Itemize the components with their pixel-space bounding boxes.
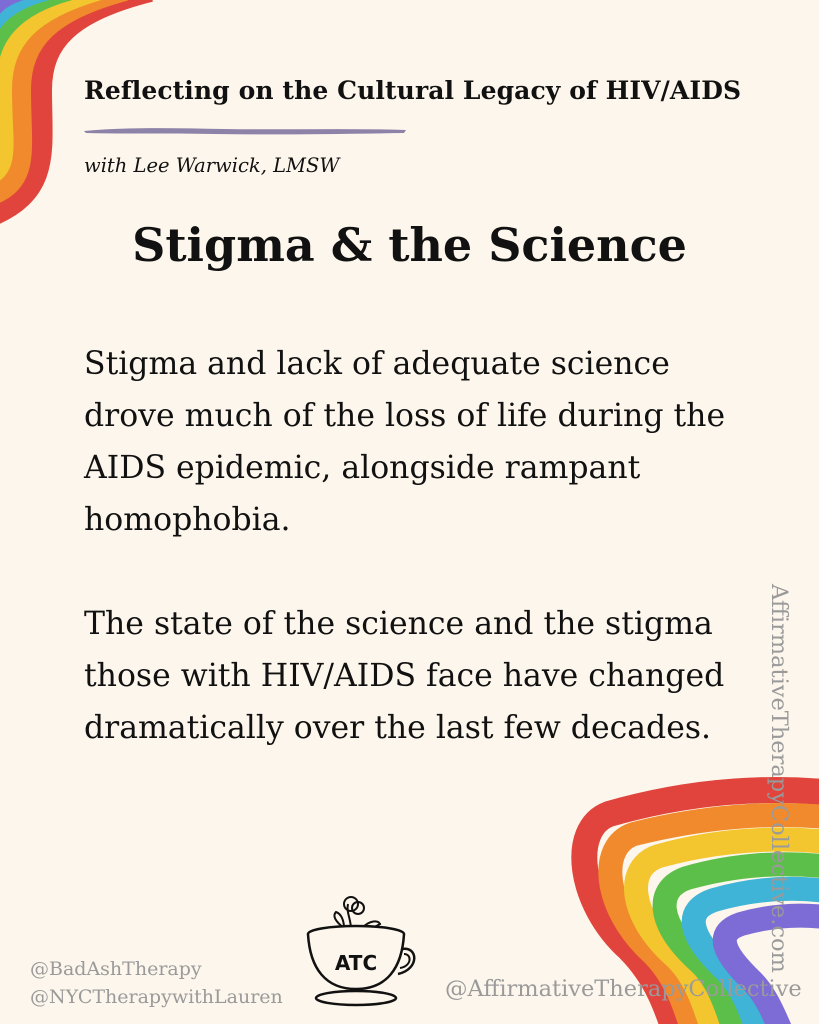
atc-teacup-logo-icon	[296, 894, 422, 1014]
headline: Stigma & the Science	[132, 218, 687, 272]
presenter-credit: with Lee Warwick, LMSW	[84, 154, 340, 177]
handle-badashtherapy: @BadAshTherapy	[30, 958, 202, 980]
handle-affirmativetherapycollective: @AffirmativeTherapyCollective	[445, 976, 802, 1002]
body-paragraph-1: Stigma and lack of adequate science drove much of the loss of life during the AIDS epidemic, alongside rampant homophobia.	[84, 346, 726, 538]
series-title: Reflecting on the Cultural Legacy of HIV/AIDS	[84, 76, 742, 105]
rainbow-stroke-top-left	[0, 0, 160, 240]
body-paragraph-2: The state of the science and the stigma those with HIV/AIDS face have changed dramatically over the last few decades.	[84, 606, 725, 746]
brush-stroke-divider	[84, 124, 406, 138]
svg-text:ATC: ATC	[334, 951, 378, 975]
website-url-vertical: AffirmativeTherapyCollective.com	[766, 584, 792, 973]
handle-nyctherapywithlauren: @NYCTherapywithLauren	[30, 986, 283, 1008]
